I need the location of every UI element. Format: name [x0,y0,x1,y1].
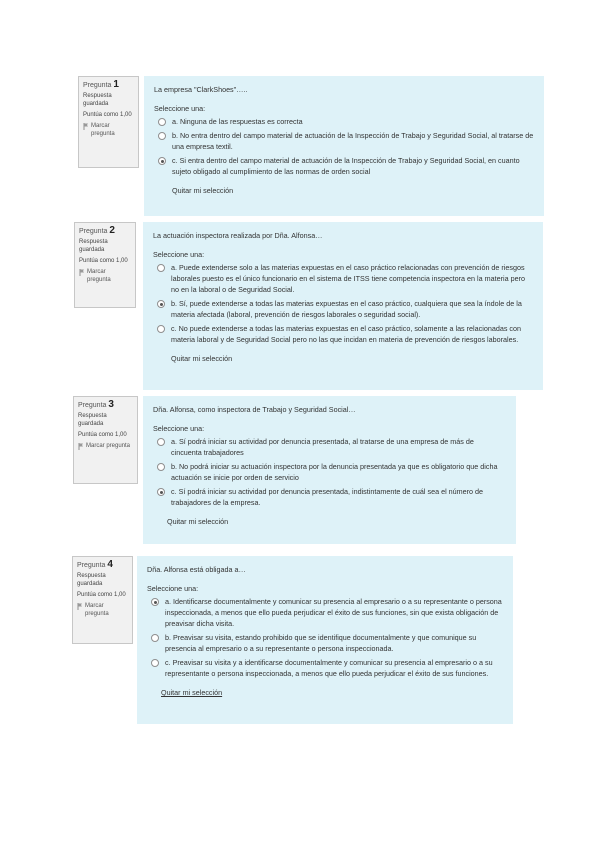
question-content [137,556,513,724]
flag-icon [79,269,85,276]
answer-option-b[interactable]: b. No entra dentro del campo material de actuación de la Inspección de Trabajo y Seguridad Social, al tratarse de una empresa textil. [154,130,534,152]
answer-option-c[interactable]: c. Si entra dentro del campo material de actuación de la Inspección de Trabajo y Seguridad Social, en cuanto sujeto obligado al cumplimiento de las normas de orden social [154,155,534,177]
question-text: La actuación inspectora realizada por Dña. Alfonsa… [153,231,323,240]
clear-selection-link[interactable]: Quitar mi selección [172,186,234,195]
question-text: Dña. Alfonsa está obligada a… [147,565,246,574]
clear-selection-link[interactable]: Quitar mi selección [171,354,233,363]
clear-selection-link[interactable]: Quitar mi selección [167,517,229,526]
question-content [143,222,543,390]
question-text: Dña. Alfonsa, como inspectora de Trabajo y Seguridad Social… [153,405,356,414]
question-info [72,556,133,644]
radio-button-selected[interactable] [151,598,159,606]
radio-button[interactable] [151,634,159,642]
flag-question-button[interactable]: Marcar pregunta [78,442,133,450]
radio-button-selected[interactable] [158,157,166,165]
question-score: Puntúa como 1,00 [79,258,128,264]
clear-selection-link[interactable]: Quitar mi selección [161,688,223,697]
radio-button[interactable] [157,438,165,446]
answer-option-c[interactable]: c. No puede extenderse a todas las materias expuestas en el caso práctico, solamente a las relacionadas con materia laboral y de Seguridad Social pero no las que incidan en materia de prevención de riesgos laborales. [153,323,533,345]
question-info [74,222,136,308]
radio-button-selected[interactable] [157,300,165,308]
question-status: Respuesta guardada [78,413,107,427]
flag-question-button[interactable]: Marcar pregunta [83,122,134,138]
answer-option-b[interactable]: b. Preavisar su visita, estando prohibido que se identifique documentalmente y que comunique su presencia al empresario o a su representante o persona inspeccionada. [147,632,503,654]
flag-question-button[interactable]: Marcar pregunta [77,602,128,618]
answer-option-a[interactable]: a. Identificarse documentalmente y comunicar su presencia al empresario o a su representante o persona inspeccionada, a menos que ello pueda perjudicar el éxito de sus funciones, sin que exista obligación de preavisar dicha visita. [147,596,503,629]
question-status: Respuesta guardada [79,239,108,253]
answer-option-c[interactable]: c. Sí podrá iniciar su actividad por denuncia presentada, indistintamente de cuál sea el número de trabajadores de la empresa. [153,486,506,508]
flag-icon [83,123,89,130]
question-prompt: Seleccione una: [153,250,205,259]
radio-button[interactable] [157,325,165,333]
question-info [73,396,138,484]
flag-icon [77,603,83,610]
question-number: Pregunta 3 [78,399,114,410]
radio-button[interactable] [157,463,165,471]
answer-option-a[interactable]: a. Puede extenderse solo a las materias expuestas en el caso práctico relacionadas con prevención de riesgos laborales puesto es el único funcionario en el sistema de ITSS tiene competencia inspectora en la materia pero no en la laboral o de Seguridad Social. [153,262,533,295]
flag-question-button[interactable]: Marcar pregunta [79,268,131,284]
question-number: Pregunta 2 [79,225,115,236]
question-score: Puntúa como 1,00 [77,592,126,598]
radio-button[interactable] [151,659,159,667]
question-content [144,76,544,216]
question-prompt: Seleccione una: [153,424,205,433]
flag-icon [78,443,84,450]
question-score: Puntúa como 1,00 [78,432,127,438]
answer-option-a[interactable]: a. Sí podrá iniciar su actividad por denuncia presentada, al tratarse de una empresa de más de cincuenta trabajadores [153,436,506,458]
question-number: Pregunta 1 [83,79,119,90]
answer-option-c[interactable]: c. Preavisar su visita y a identificarse documentalmente y comunicar su presencia al empresario o a su representante o persona inspeccionada, a menos que ello pueda perjudicar el éxito de sus funciones. [147,657,503,679]
question-status: Respuesta guardada [83,93,112,107]
answer-option-b[interactable]: b. No podrá iniciar su actuación inspectora por la denuncia presentada ya que es obligatorio que dicha actuación se inicie por orden de servicio [153,461,506,483]
answer-option-b[interactable]: b. Sí, puede extenderse a todas las materias expuestas en el caso práctico, cualquiera que sea la índole de la materia afectada (laboral, prevención de riesgos laborales o seguridad social). [153,298,533,320]
radio-button[interactable] [157,264,165,272]
question-status: Respuesta guardada [77,573,106,587]
question-text: La empresa "ClarkShoes"….. [154,85,248,94]
answer-option-a[interactable]: a. Ninguna de las respuestas es correcta [154,116,534,127]
question-info [78,76,139,168]
question-number: Pregunta 4 [77,559,113,570]
radio-button[interactable] [158,118,166,126]
radio-button-selected[interactable] [157,488,165,496]
question-prompt: Seleccione una: [147,584,199,593]
question-content [143,396,516,544]
question-score: Puntúa como 1,00 [83,112,132,118]
question-prompt: Seleccione una: [154,104,206,113]
radio-button[interactable] [158,132,166,140]
